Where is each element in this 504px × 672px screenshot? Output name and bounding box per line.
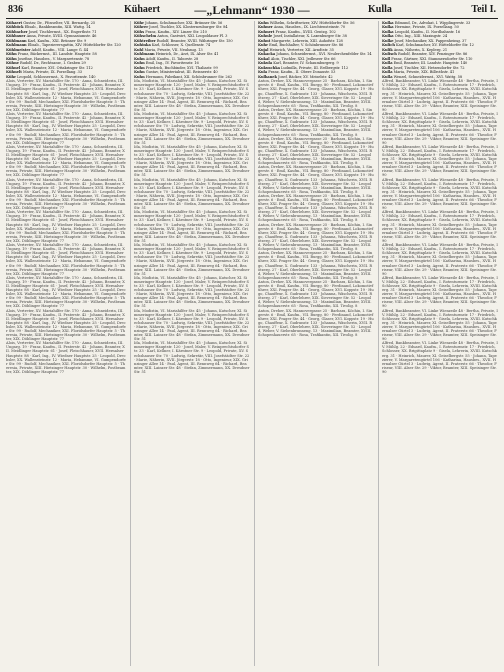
entry-details: Ludmilla, Private, III. Erdbergstr. 112 xyxy=(281,65,349,70)
entry-surname: Kulla xyxy=(382,61,393,66)
entry-surname: Kühs xyxy=(134,29,145,34)
directory-text-block: Ida, Modistin, VI. Mariahilfer Str. 45 · Johann, Kutscher, XI. Simmeringer Hauptstr. 120 · Josef, Maler, V. Reinprechtsdorfer Str. 33 · Karl, Kellner, I. Kärntner Str. 9 · Leopold, Private, XV. Sechshauser Str. 70 · Ludwig, Sekretär, VIII. Josefstädter Str. 22 · Marie, Näherin, XVII. Jörgerstr. 18 · Otto, Ingenieur, XIX. Grinzinger Allee 14 · Paul, Agent, III. Rennweg 64 · Richard, Beamter, XIII. Lainzer Str. 48 · Stefan, Zimmermann, XX. Dresdner Str. 51 xyxy=(134,177,250,211)
directory-entry xyxy=(258,57,374,61)
entry-surname: Kuhn xyxy=(134,74,145,79)
entry-surname: Kühbauer xyxy=(6,34,26,39)
entry-surname: Kulla xyxy=(382,74,393,79)
directory-text-block: Ida, Modistin, VI. Mariahilfer Str. 45 · Johann, Kutscher, XI. Simmeringer Hauptstr. 120 · Josef, Maler, V. Reinprechtsdorfer Str. 33 · Karl, Kellner, I. Kärntner Str. 9 · Leopold, Private, XV. Sechshauser Str. 70 · Ludwig, Sekretär, VIII. Josefstädter Str. 22 · Marie, Näherin, XVII. Jörgerstr. 18 · Otto, Ingenieur, XIX. Grinzinger Allee 14 · Paul, Agent, III. Rennweg 64 · Richard, Beamter, XIII. Lainzer Str. 48 · Stefan, Zimmermann, XX. Dresdner Str. 51 xyxy=(134,341,250,374)
directory-text-block: Alfred, Bankbeamter, VI. Linke Wienzeile 48 · Bertha, Private, IV. Mühlg. 22 · Eduard, Kaufm., I. Rotenturmstr. 17 · Friedrich, Schlosser, XX. Brigittaplatz 9 · Gisela, Lehrerin, XVIII. Kutschkerg. 31 · Heinrich, Maurer, XI. Geiselbergstr. 55 · Johann, Tapezierer, V. Margaretengürtel 106 · Katharina, Hausbes., XVII. Hernalser Gürtel 3 · Ludwig, Agent, II. Praterstr. 66 · Theodor, Friseur, VIII. Alser Str. 29 · Viktor, Beamter, XIII. Speisinger Str. 90 xyxy=(382,275,498,309)
directory-text-block: Alois, Vertreter, XV. Mariahilfer Str. 170 · Anna, Schneiderin, III. Ungarg. 19 · Franz, Kaufm., II. Praterstr. 42 · Johann, Beamter, XII. Meidlinger Hauptstr. 61 · Josef, Fleischhauer, XVII. Hernalser Hauptstr. 88 · Karl, Ing., IV. Wiedner Hauptstr. 25 · Leopold, Drechsler, XX. Wallensteinstr. 12 · Maria, Hebamme, VI. Gumpendorfer Str. 99 · Rudolf, Mechaniker, XXI. Floridsdorfer Hauptstr. 5 · Theresia, Private, XIII. Hietzinger Hauptstr. 30 · Wilhelm, Postbeamter, XIX. Döblinger Hauptstr. 77 xyxy=(6,144,126,178)
directory-text-block: Anton, Dreher, XX. Hannovergasse 25 · Barbara, Köchin, I. Singerstr. 6 · Emil, Kaufm., VII. Burgg. 80 · Ferdinand, Lokomotivführer, XXI. Prager Str. 44 · Georg, Glaser, XVI. Koppstr. 19 · Hugo, Chauffeur, X. Gudrunstr. 133 · Johanna, Wäscherin, XVII. Rötzerg. 27 · Karl, Oberlehrer, XIX. Sieveringer Str. 52 · Leopold, Weber, V. Siebenbrunneng. 13 · Maximilian, Beamter, XVIII. Schopenhauerstr. 65 · Rosa, Trafikantin, XII. Tivolig. 8 xyxy=(258,136,374,166)
entry-details: Rudolf, Dr., Rechtsanw., I. Graben 29 xyxy=(20,61,86,66)
directory-entry xyxy=(6,21,126,25)
entry-surname: Kuhn xyxy=(134,61,145,66)
directory-entry xyxy=(382,61,498,65)
volume-label: Teil I. xyxy=(471,4,496,15)
entry-details: Emil, Ing., IV. Favoritenstr. 16 xyxy=(145,61,199,66)
directory-entry xyxy=(134,43,250,47)
entry-surname: Kulka xyxy=(382,29,394,34)
entry-surname: Kulisch xyxy=(382,52,397,57)
directory-entry xyxy=(258,30,374,34)
header-rule xyxy=(6,18,498,19)
entry-surname: Kulka xyxy=(382,21,394,25)
directory-entry xyxy=(6,61,126,65)
entry-details: Karl, Schuhmacher, XV. Hütteldorfer Str. 12 xyxy=(395,43,474,48)
entry-details: Karl, Schlosser, X. Quellenstr. 74 xyxy=(151,43,211,48)
directory-entry xyxy=(258,70,374,74)
directory-entry xyxy=(258,39,374,43)
directory-text-block: Ida, Modistin, VI. Mariahilfer Str. 45 · Johann, Kutscher, XI. Simmeringer Hauptstr. 120 · Josef, Maler, V. Reinprechtsdorfer Str. 33 · Karl, Kellner, I. Kärntner Str. 9 · Leopold, Private, XV. Sechshauser Str. 70 · Ludwig, Sekretär, VIII. Josefstädter Str. 22 · Marie, Näherin, XVII. Jörgerstr. 18 · Otto, Ingenieur, XIX. Grinzinger Allee 14 · Paul, Agent, III. Rennweg 64 · Richard, Beamter, XIII. Lainzer Str. 48 · Stefan, Zimmermann, XX. Dresdner Str. 51 xyxy=(134,144,250,178)
directory-text-block: Alfred, Bankbeamter, VI. Linke Wienzeile 48 · Bertha, Private, IV. Mühlg. 22 · Eduard, Kaufm., I. Rotenturmstr. 17 · Friedrich, Schlosser, XX. Brigittaplatz 9 · Gisela, Lehrerin, XVIII. Kutschkerg. 31 · Heinrich, Maurer, XI. Geiselbergstr. 55 · Johann, Tapezierer, V. Margaretengürtel 106 · Katharina, Hausbes., XVII. Hernalser Gürtel 3 · Ludwig, Agent, II. Praterstr. 66 · Theodor, Friseur, VIII. Alser Str. 29 · Viktor, Beamter, XIII. Speisinger Str. 90 xyxy=(382,79,498,112)
directory-entry xyxy=(382,34,498,38)
directory-entry xyxy=(6,30,126,34)
directory-text-block: Anton, Dreher, XX. Hannovergasse 25 · Barbara, Köchin, I. Singerstr. 6 · Emil, Kaufm., VII. Burgg. 80 · Ferdinand, Lokomotivführer, XXI. Prager Str. 44 · Georg, Glaser, XVI. Koppstr. 19 · Hugo, Chauffeur, X. Gudrunstr. 133 · Johanna, Wäscherin, XVII. Rötzerg. 27 · Karl, Oberlehrer, XIX. Sieveringer Str. 52 · Leopold, Weber, V. Siebenbrunneng. 13 · Maximilian, Beamter, XVIII. Schopenhauerstr. 65 · Rosa, Trafikantin, XII. Tivolig. 8 xyxy=(258,165,374,194)
directory-entry xyxy=(134,39,250,43)
column-2 xyxy=(130,21,250,666)
entry-surname: Kühtreiber xyxy=(134,38,156,43)
directory-entry xyxy=(6,75,126,79)
directory-entry xyxy=(134,34,250,38)
entry-details: Johann, Schuhmacher, XXI. Brünner Str. 56 xyxy=(145,21,223,25)
left-running-head: Kühaert xyxy=(124,4,161,15)
entry-surname: Kulla xyxy=(382,65,393,70)
entry-details: Otto, Ing., XIII. Maxingstr. 24 xyxy=(394,34,448,39)
entry-details: Josef, Installateur, X. Laxenburger Str. 38 xyxy=(273,34,347,39)
entry-surname: Kuhner xyxy=(258,25,273,30)
directory-text-block: Alois, Vertreter, XV. Mariahilfer Str. 170 · Anna, Schneiderin, III. Ungarg. 19 · Franz, Kaufm., II. Praterstr. 42 · Johann, Beamter, XII. Meidlinger Hauptstr. 61 · Josef, Fleischhauer, XVII. Hernalser Hauptstr. 88 · Karl, Ing., IV. Wiedner Hauptstr. 25 · Leopold, Drechsler, XX. Wallensteinstr. 12 · Maria, Hebamme, VI. Gumpendorfer Str. 99 · Rudolf, Mechaniker, XXI. Floridsdorfer Hauptstr. 5 · Theresia, Private, XIII. Hietzinger Hauptstr. 30 · Wilhelm, Postbeamter, XIX. Döblinger Hauptstr. 77 xyxy=(6,341,126,374)
entry-details: Gustav, Dr., Pfosselter, VII. Bernardg. 25 xyxy=(23,21,96,25)
entry-surname: Kulhanek xyxy=(258,74,277,79)
entry-details: Wenzel, Schneidermst., XVI. Wattg. 58 xyxy=(393,74,463,79)
directory-entry xyxy=(134,66,250,70)
entry-surname: Kühnelt xyxy=(6,70,22,75)
directory-entry xyxy=(382,39,498,43)
entry-details: Emil, Buchhalter, V. Schönbrunner Str. 86 xyxy=(269,43,344,48)
directory-entry xyxy=(6,57,126,61)
directory-entry xyxy=(6,52,126,56)
entry-details: Heinrich, Vertreter, XII. Arndtstr. 35 xyxy=(269,47,334,52)
entry-surname: Kulka xyxy=(382,25,394,30)
directory-entry xyxy=(258,21,374,25)
directory-entry xyxy=(6,48,126,52)
entry-details: Leopold, Kaufm., II. Nordbahnstr. 16 xyxy=(394,29,461,34)
directory-text-block: Alfred, Bankbeamter, VI. Linke Wienzeile 48 · Bertha, Private, IV. Mühlg. 22 · Eduard, Kaufm., I. Rotenturmstr. 17 · Friedrich, Schlosser, XX. Brigittaplatz 9 · Gisela, Lehrerin, XVIII. Kutschkerg. 31 · Heinrich, Maurer, XI. Geiselbergstr. 55 · Johann, Tapezierer, V. Margaretengürtel 106 · Katharina, Hausbes., XVII. Hernalser Gürtel 3 · Ludwig, Agent, II. Praterstr. 66 · Theodor, Friseur, VIII. Alser Str. 29 · Viktor, Beamter, XIII. Speisinger Str. 90 xyxy=(382,144,498,178)
directory-entry xyxy=(134,52,250,56)
entry-surname: Kuhn xyxy=(134,65,145,70)
directory-entry xyxy=(382,52,498,56)
directory-text-block: Alfred, Bankbeamter, VI. Linke Wienzeile 48 · Bertha, Private, IV. Mühlg. 22 · Eduard, Kaufm., I. Rotenturmstr. 17 · Friedrich, Schlosser, XX. Brigittaplatz 9 · Gisela, Lehrerin, XVIII. Kutschkerg. 31 · Heinrich, Maurer, XI. Geiselbergstr. 55 · Johann, Tapezierer, V. Margaretengürtel 106 · Katharina, Hausbes., XVII. Hernalser Gürtel 3 · Ludwig, Agent, II. Praterstr. 66 · Theodor, Friseur, VIII. Alser Str. 29 · Viktor, Beamter, XIII. Speisinger Str. 90 xyxy=(382,243,498,276)
entry-details: Rudolf, Beamter, XVIII. Währinger Str. 150 xyxy=(156,38,233,43)
entry-details: Karl, Beamter, XVI. Ottakringer Str. 112 xyxy=(21,65,93,70)
entry-surname: Kühbacher xyxy=(6,29,28,34)
entry-details: Karl, Kaufm., XXI. Brünner Str. 9 xyxy=(27,38,87,43)
entry-details: Adolf, Kaufm., VIII. Lange G. 44 xyxy=(31,47,89,52)
entry-details: Heinrich, Dr., Arzt, IX. Alser Str. 41 xyxy=(155,52,219,57)
entry-details: Leopold, Schlossermst., X. Favoritenstr. 140 xyxy=(17,74,96,79)
directory-text-block: Anton, Dreher, XX. Hannovergasse 25 · Barbara, Köchin, I. Singerstr. 6 · Emil, Kaufm., VII. Burgg. 80 · Ferdinand, Lokomotivführer, XXI. Prager Str. 44 · Georg, Glaser, XVI. Koppstr. 19 · Hugo, Chauffeur, X. Gudrunstr. 133 · Johanna, Wäscherin, XVII. Rötzerg. 27 · Karl, Oberlehrer, XIX. Sieveringer Str. 52 · Leopold, Weber, V. Siebenbrunneng. 13 · Maximilian, Beamter, XVIII. Schopenhauerstr. 65 · Rosa, Trafikantin, XII. Tivolig. 8 xyxy=(258,79,374,108)
entry-details: Edmund, Dr., Advokat, I. Wipplingerstr. 33 xyxy=(394,21,471,25)
directory-entry xyxy=(258,66,374,70)
entry-details: Hermine, Private, IX. Porzellang. 50 xyxy=(394,25,459,30)
directory-entry xyxy=(6,43,126,47)
directory-entry xyxy=(258,43,374,47)
entry-surname: Kühböck xyxy=(6,25,24,30)
entry-details: Margarete, Lehrerin, XIII. Auhofstr. 128 xyxy=(271,38,343,43)
directory-text-block: Ida, Modistin, VI. Mariahilfer Str. 45 · Johann, Kutscher, XI. Simmeringer Hauptstr. 120 · Josef, Maler, V. Reinprechtsdorfer Str. 33 · Karl, Kellner, I. Kärntner Str. 9 · Leopold, Private, XV. Sechshauser Str. 70 · Ludwig, Sekretär, VIII. Josefstädter Str. 22 · Marie, Näherin, XVII. Jörgerstr. 18 · Otto, Ingenieur, XIX. Grinzinger Allee 14 · Paul, Agent, III. Rennweg 64 · Richard, Beamter, XIII. Lainzer Str. 48 · Stefan, Zimmermann, XX. Dresdner Str. 51 xyxy=(134,243,250,276)
directory-text-block: Anton, Dreher, XX. Hannovergasse 25 · Barbara, Köchin, I. Singerstr. 6 · Emil, Kaufm., VII. Burgg. 80 · Ferdinand, Lokomotivführer, XXI. Prager Str. 44 · Georg, Glaser, XVI. Koppstr. 19 · Hugo, Chauffeur, X. Gudrunstr. 133 · Johanna, Wäscherin, XVII. Rötzerg. 27 · Karl, Oberlehrer, XIX. Sieveringer Str. 52 · Leopold, Weber, V. Siebenbrunneng. 13 · Maximilian, Beamter, XVIII. Schopenhauerstr. 65 · Rosa, Trafikantin, XII. Tivolig. 8 xyxy=(258,279,374,309)
entry-surname: Kühlmann xyxy=(6,38,27,43)
entry-details: Franz, Gärtner, XXI. Stammersdorfer Str. 110 xyxy=(391,56,473,61)
publication-title: —„Lehmann“ 1930 — xyxy=(194,3,310,17)
entry-details: Franz, Kaufm., XVIII. Gentzg. 102 xyxy=(275,29,336,34)
entry-surname: Kuhlmann xyxy=(6,43,27,48)
entry-surname: Kühr xyxy=(6,74,16,79)
entry-details: Anna, Private, XVIII. Gymnasiumstr. 46 xyxy=(26,34,97,39)
entry-details: Anna, Hausbes., IX. Liechtensteinstr. 70 xyxy=(273,25,346,30)
directory-entry xyxy=(6,70,126,74)
directory-text-block: Alois, Vertreter, XV. Mariahilfer Str. 170 · Anna, Schneiderin, III. Ungarg. 19 · Franz, Kaufm., II. Praterstr. 42 · Johann, Beamter, XII. Meidlinger Hauptstr. 61 · Josef, Fleischhauer, XVII. Hernalser Hauptstr. 88 · Karl, Ing., IV. Wiedner Hauptstr. 25 · Leopold, Drechsler, XX. Wallensteinstr. 12 · Maria, Hebamme, VI. Gumpendorfer Str. 99 · Rudolf, Mechaniker, XXI. Floridsdorfer Hauptstr. 5 · Theresia, Private, XIII. Hietzinger Hauptstr. 30 · Wilhelm, Postbeamter, XIX. Döblinger Hauptstr. 77 xyxy=(6,243,126,276)
entry-surname: Kulich xyxy=(382,43,395,48)
entry-surname: Kukuschka xyxy=(258,65,280,70)
directory-text-block: Ida, Modistin, VI. Mariahilfer Str. 45 · Johann, Kutscher, XI. Simmeringer Hauptstr. 120 · Josef, Maler, V. Reinprechtsdorfer Str. 33 · Karl, Kellner, I. Kärntner Str. 9 · Leopold, Private, XV. Sechshauser Str. 70 · Ludwig, Sekretär, VIII. Josefstädter Str. 22 · Marie, Näherin, XVII. Jörgerstr. 18 · Otto, Ingenieur, XIX. Grinzinger Allee 14 · Paul, Agent, III. Rennweg 64 · Richard, Beamter, XIII. Lainzer Str. 48 · Stefan, Zimmermann, XX. Dresdner Str. 51 xyxy=(134,275,250,309)
entry-details: Josefine, Hausbes., V. Margaretenstr. 78 xyxy=(17,56,90,61)
directory-text-block: Alois, Vertreter, XV. Mariahilfer Str. 170 · Anna, Schneiderin, III. Ungarg. 19 · Franz, Kaufm., II. Praterstr. 42 · Johann, Beamter, XII. Meidlinger Hauptstr. 61 · Josef, Fleischhauer, XVII. Hernalser Hauptstr. 88 · Karl, Ing., IV. Wiedner Hauptstr. 25 · Leopold, Drechsler, XX. Wallensteinstr. 12 · Maria, Hebamme, VI. Gumpendorfer Str. 99 · Rudolf, Mechaniker, XXI. Floridsdorfer Hauptstr. 5 · Theresia, Private, XIII. Hietzinger Hauptstr. 30 · Wilhelm, Postbeamter, XIX. Döblinger Hauptstr. 77 xyxy=(6,275,126,309)
entry-details: Franz, Kaufm., XIV. Linzer Str. 210 xyxy=(145,29,207,34)
entry-details: Maria, Private, IX. Porzellang. 33 xyxy=(22,70,83,75)
right-running-head: Kulla xyxy=(368,4,392,15)
page-header xyxy=(6,4,498,18)
directory-text-block: Alfred, Bankbeamter, VI. Linke Wienzeile 48 · Bertha, Private, IV. Mühlg. 22 · Eduard, Kaufm., I. Rotenturmstr. 17 · Friedrich, Schlosser, XX. Brigittaplatz 9 · Gisela, Lehrerin, XVIII. Kutschkerg. 31 · Heinrich, Maurer, XI. Geiselbergstr. 55 · Johann, Tapezierer, V. Margaretengürtel 106 · Katharina, Hausbes., XVII. Hernalser Gürtel 3 · Ludwig, Agent, II. Praterstr. 66 · Theodor, Friseur, VIII. Alser Str. 29 · Viktor, Beamter, XIII. Speisinger Str. 90 xyxy=(382,112,498,145)
directory-entry xyxy=(6,25,126,29)
entry-surname: Kuhn xyxy=(134,56,145,61)
entry-surname: Kuhr xyxy=(258,43,268,48)
directory-text-block: Alois, Vertreter, XV. Mariahilfer Str. 170 · Anna, Schneiderin, III. Ungarg. 19 · Franz, Kaufm., II. Praterstr. 42 · Johann, Beamter, XII. Meidlinger Hauptstr. 61 · Josef, Fleischhauer, XVII. Hernalser Hauptstr. 88 · Karl, Ing., IV. Wiedner Hauptstr. 25 · Leopold, Drechsler, XX. Wallensteinstr. 12 · Maria, Hebamme, VI. Gumpendorfer Str. 99 · Rudolf, Mechaniker, XXI. Floridsdorfer Hauptstr. 5 · Theresia, Private, XIII. Hietzinger Hauptstr. 30 · Wilhelm, Postbeamter, XIX. Döblinger Hauptstr. 77 xyxy=(6,112,126,145)
entry-details: Franz, Bäckermst., III. Landstr. Hauptstr. 58 xyxy=(17,52,97,57)
entry-details: Adolf, Kaufm., II. Taborstr. 28 xyxy=(145,56,199,61)
directory-entry xyxy=(134,25,250,29)
directory-columns xyxy=(6,21,498,666)
directory-entry xyxy=(382,43,498,47)
entry-surname: Kull xyxy=(382,56,391,61)
directory-text-block: Ida, Modistin, VI. Mariahilfer Str. 45 · Johann, Kutscher, XI. Simmeringer Hauptstr. 120 · Josef, Maler, V. Reinprechtsdorfer Str. 33 · Karl, Kellner, I. Kärntner Str. 9 · Leopold, Private, XV. Sechshauser Str. 70 · Ludwig, Sekretär, VIII. Josefstädter Str. 22 · Marie, Näherin, XVII. Jörgerstr. 18 · Otto, Ingenieur, XIX. Grinzinger Allee 14 · Paul, Agent, III. Rennweg 64 · Richard, Beamter, XIII. Lainzer Str. 48 · Stefan, Zimmermann, XX. Dresdner Str. 51 xyxy=(134,112,250,145)
entry-details: Hermann, Fabrikant, XII. Schönbrunner Str. 262 xyxy=(145,74,233,79)
directory-page xyxy=(6,4,498,668)
directory-text-block: Alois, Vertreter, XV. Mariahilfer Str. 170 · Anna, Schneiderin, III. Ungarg. 19 · Franz, Kaufm., II. Praterstr. 42 · Johann, Beamter, XII. Meidlinger Hauptstr. 61 · Josef, Fleischhauer, XVII. Hernalser Hauptstr. 88 · Karl, Ing., IV. Wiedner Hauptstr. 25 · Leopold, Drechsler, XX. Wallensteinstr. 12 · Maria, Hebamme, VI. Gumpendorfer Str. 99 · Rudolf, Mechaniker, XXI. Floridsdorfer Hauptstr. 5 · Theresia, Private, XIII. Hietzinger Hauptstr. 30 · Wilhelm, Postbeamter, XIX. Döblinger Hauptstr. 77 xyxy=(6,308,126,342)
directory-text-block: Anton, Dreher, XX. Hannovergasse 25 · Barbara, Köchin, I. Singerstr. 6 · Emil, Kaufm., VII. Burgg. 80 · Ferdinand, Lokomotivführer, XXI. Prager Str. 44 · Georg, Glaser, XVI. Koppstr. 19 · Hugo, Chauffeur, X. Gudrunstr. 133 · Johanna, Wäscherin, XVII. Rötzerg. 27 · Karl, Oberlehrer, XIX. Sieveringer Str. 52 · Leopold, Weber, V. Siebenbrunneng. 13 · Maximilian, Beamter, XVIII. Schopenhauerstr. 65 · Rosa, Trafikantin, XII. Tivolig. 8 xyxy=(258,251,374,280)
directory-entry xyxy=(258,34,374,38)
entry-details: Rudolf, Beamter, XIV. Penzinger Str. 86 xyxy=(397,52,468,57)
entry-details: Josef, Mechaniker, XX. Pappenheimg. 37 xyxy=(394,38,467,43)
entry-surname: Kühr xyxy=(134,21,144,25)
entry-surname: Kulka xyxy=(382,34,394,39)
entry-details: Maria, Private, VII. Neubaug. 13 xyxy=(144,47,203,52)
directory-entry xyxy=(382,30,498,34)
entry-details: Gustav, Ministerialrat, III. Reisnerstr. 40 xyxy=(145,70,218,75)
entry-surname: Kulke xyxy=(382,38,394,43)
entry-surname: Kuhnt xyxy=(258,38,271,43)
entry-details: Josef, Tischler, XII. Hetzendorfer Str. 72 xyxy=(393,65,465,70)
directory-entry xyxy=(6,39,126,43)
entry-surname: Kühlmeister xyxy=(6,47,31,52)
directory-entry xyxy=(258,75,374,79)
directory-entry xyxy=(382,57,498,61)
directory-text-block: Alois, Vertreter, XV. Mariahilfer Str. 170 · Anna, Schneiderin, III. Ungarg. 19 · Franz, Kaufm., II. Praterstr. 42 · Johann, Beamter, XII. Meidlinger Hauptstr. 61 · Josef, Fleischhauer, XVII. Hernalser Hauptstr. 88 · Karl, Ing., IV. Wiedner Hauptstr. 25 · Leopold, Drechsler, XX. Wallensteinstr. 12 · Maria, Hebamme, VI. Gumpendorfer Str. 99 · Rudolf, Mechaniker, XXI. Floridsdorfer Hauptstr. 5 · Theresia, Private, XIII. Hietzinger Hauptstr. 30 · Wilhelm, Postbeamter, XIX. Döblinger Hauptstr. 77 xyxy=(6,79,126,112)
entry-details: Elisab., Tapezierersgattin, XIV. Hütteldorfer Str. 120 xyxy=(27,43,121,48)
entry-surname: Kuhl xyxy=(134,47,144,52)
entry-surname: Kukula xyxy=(258,61,273,66)
directory-entry xyxy=(134,61,250,65)
entry-surname: Kulla xyxy=(382,70,393,75)
entry-details: Elisab., Bankbeamtin, XIII. Wattg. 14 xyxy=(24,25,91,30)
entry-surname: Kuhn xyxy=(134,70,145,75)
entry-surname: Kührer xyxy=(134,25,149,30)
directory-entry xyxy=(382,70,498,74)
entry-details: Josef, Tischlermst., XX. Engerthstr. 71 xyxy=(28,29,97,34)
directory-text-block: Alfred, Bankbeamter, VI. Linke Wienzeile 48 · Bertha, Private, IV. Mühlg. 22 · Eduard, Kaufm., I. Rotenturmstr. 17 · Friedrich, Schlosser, XX. Brigittaplatz 9 · Gisela, Lehrerin, XVIII. Kutschkerg. 31 · Heinrich, Maurer, XI. Geiselbergstr. 55 · Johann, Tapezierer, V. Margaretengürtel 106 · Katharina, Hausbes., XVII. Hernalser Gürtel 3 · Ludwig, Agent, II. Praterstr. 66 · Theodor, Friseur, VIII. Alser Str. 29 · Viktor, Beamter, XIII. Speisinger Str. 90 xyxy=(382,341,498,374)
directory-text-block: Ida, Modistin, VI. Mariahilfer Str. 45 · Johann, Kutscher, XI. Simmeringer Hauptstr. 120 · Josef, Maler, V. Reinprechtsdorfer Str. 33 · Karl, Kellner, I. Kärntner Str. 9 · Leopold, Private, XV. Sechshauser Str. 70 · Ludwig, Sekretär, VIII. Josefstädter Str. 22 · Marie, Näherin, XVII. Jörgerstr. 18 · Otto, Ingenieur, XIX. Grinzinger Allee 14 · Paul, Agent, III. Rennweg 64 · Richard, Beamter, XIII. Lainzer Str. 48 · Stefan, Zimmermann, XX. Dresdner Str. 51 xyxy=(134,79,250,112)
entry-details: Karl, Beamter, IV. Schaumburgerg. 9 xyxy=(273,61,339,66)
directory-entry xyxy=(382,25,498,29)
entry-details: Franz, Kaufm., II. Obere Donaustr. 53 xyxy=(268,70,336,75)
entry-details: Emil, Beamter, III. Landstr. Hauptstr. 140 xyxy=(393,61,468,66)
directory-text-block: Anton, Dreher, XX. Hannovergasse 25 · Barbara, Köchin, I. Singerstr. 6 · Emil, Kaufm., VII. Burgg. 80 · Ferdinand, Lokomotivführer, XXI. Prager Str. 44 · Georg, Glaser, XVI. Koppstr. 19 · Hugo, Chauffeur, X. Gudrunstr. 133 · Johanna, Wäscherin, XVII. Rötzerg. 27 · Karl, Oberlehrer, XIX. Sieveringer Str. 52 · Leopold, Weber, V. Siebenbrunneng. 13 · Maximilian, Beamter, XVIII. Schopenhauerstr. 65 · Rosa, Trafikantin, XII. Tivolig. 8 xyxy=(258,193,374,223)
directory-entry xyxy=(382,21,498,25)
directory-entry xyxy=(134,30,250,34)
directory-text-block: Anton, Dreher, XX. Hannovergasse 25 · Barbara, Köchin, I. Singerstr. 6 · Emil, Kaufm., VII. Burgg. 80 · Ferdinand, Lokomotivführer, XXI. Prager Str. 44 · Georg, Glaser, XVI. Koppstr. 19 · Hugo, Chauffeur, X. Gudrunstr. 133 · Johanna, Wäscherin, XVII. Rötzerg. 27 · Karl, Oberlehrer, XIX. Sieveringer Str. 52 · Leopold, Weber, V. Siebenbrunneng. 13 · Maximilian, Beamter, XVIII. Schopenhauerstr. 65 · Rosa, Trafikantin, XII. Tivolig. 8 xyxy=(258,308,374,338)
entry-details: Josef, Bäcker, XV. Meiselstr. 42 xyxy=(278,74,333,79)
entry-details: Wilhelm, Schriftsetzer, XIV. Hütteldorfer Str. 56 xyxy=(269,21,355,25)
entry-details: Johann, Schneidermst., XVI. Neulerchenfelder Str. 14 xyxy=(276,52,372,57)
entry-surname: Kühne xyxy=(6,61,19,66)
directory-text-block: Ida, Modistin, VI. Mariahilfer Str. 45 · Johann, Kutscher, XI. Simmeringer Hauptstr. 120 · Josef, Maler, V. Reinprechtsdorfer Str. 33 · Karl, Kellner, I. Kärntner Str. 9 · Leopold, Private, XV. Sechshauser Str. 70 · Ludwig, Sekretär, VIII. Josefstädter Str. 22 · Marie, Näherin, XVII. Jörgerstr. 18 · Otto, Ingenieur, XIX. Grinzinger Allee 14 · Paul, Agent, III. Rennweg 64 · Richard, Beamter, XIII. Lainzer Str. 48 · Stefan, Zimmermann, XX. Dresdner Str. 51 xyxy=(134,210,250,243)
entry-details: Anton, Gastwirt, XXI. Leopoldauer Pl. 3 xyxy=(157,34,228,39)
page-number: 836 xyxy=(8,4,23,15)
entry-surname: Kula xyxy=(258,70,268,75)
entry-surname: Kühaert xyxy=(6,21,23,25)
directory-text-block: Alois, Vertreter, XV. Mariahilfer Str. 170 · Anna, Schneiderin, III. Ungarg. 19 · Franz, Kaufm., II. Praterstr. 42 · Johann, Beamter, XII. Meidlinger Hauptstr. 61 · Josef, Fleischhauer, XVII. Hernalser Hauptstr. 88 · Karl, Ing., IV. Wiedner Hauptstr. 25 · Leopold, Drechsler, XX. Wallensteinstr. 12 · Maria, Hebamme, VI. Gumpendorfer Str. 99 · Rudolf, Mechaniker, XXI. Floridsdorfer Hauptstr. 5 · Theresia, Private, XIII. Hietzinger Hauptstr. 30 · Wilhelm, Postbeamter, XIX. Döblinger Hauptstr. 77 xyxy=(6,210,126,243)
entry-surname: Kukal xyxy=(258,56,270,61)
directory-entry xyxy=(382,75,498,79)
entry-details: Maria, Private, XIX. Billrothstr. 41 xyxy=(393,70,455,75)
directory-entry xyxy=(134,48,250,52)
directory-entry xyxy=(134,57,250,61)
directory-entry xyxy=(6,34,126,38)
entry-surname: Kuhinka xyxy=(134,43,151,48)
entry-surname: Kulik xyxy=(382,47,393,52)
entry-surname: Kühn xyxy=(6,52,17,57)
directory-text-block: Ida, Modistin, VI. Mariahilfer Str. 45 · Johann, Kutscher, XI. Simmeringer Hauptstr. 120 · Josef, Maler, V. Reinprechtsdorfer Str. 33 · Karl, Kellner, I. Kärntner Str. 9 · Leopold, Private, XV. Sechshauser Str. 70 · Ludwig, Sekretär, VIII. Josefstädter Str. 22 · Marie, Näherin, XVII. Jörgerstr. 18 · Otto, Ingenieur, XIX. Grinzinger Allee 14 · Paul, Agent, III. Rennweg 64 · Richard, Beamter, XIII. Lainzer Str. 48 · Stefan, Zimmermann, XX. Dresdner Str. 51 xyxy=(134,308,250,342)
entry-details: Josef, Tischler, XX. Klosterneuburger Str. 84 xyxy=(149,25,228,30)
entry-surname: Kuhnert xyxy=(258,29,275,34)
entry-surname: Kühn xyxy=(6,56,17,61)
entry-surname: Kuhnle xyxy=(258,34,273,39)
directory-entry xyxy=(382,66,498,70)
directory-text-block: Alfred, Bankbeamter, VI. Linke Wienzeile 48 · Bertha, Private, IV. Mühlg. 22 · Eduard, Kaufm., I. Rotenturmstr. 17 · Friedrich, Schlosser, XX. Brigittaplatz 9 · Gisela, Lehrerin, XVIII. Kutschkerg. 31 · Heinrich, Maurer, XI. Geiselbergstr. 55 · Johann, Tapezierer, V. Margaretengürtel 106 · Katharina, Hausbes., XVII. Hernalser Gürtel 3 · Ludwig, Agent, II. Praterstr. 66 · Theodor, Friseur, VIII. Alser Str. 29 · Viktor, Beamter, XIII. Speisinger Str. 90 xyxy=(382,308,498,342)
directory-entry xyxy=(134,70,250,74)
entry-surname: Kühnel xyxy=(6,65,21,70)
directory-entry xyxy=(258,25,374,29)
entry-details: Friedrich, Buchbinder, XVI. Thaliastr. 99 xyxy=(145,65,218,70)
column-4 xyxy=(378,21,498,666)
directory-text-block: Alfred, Bankbeamter, VI. Linke Wienzeile 48 · Bertha, Private, IV. Mühlg. 22 · Eduard, Kaufm., I. Rotenturmstr. 17 · Friedrich, Schlosser, XX. Brigittaplatz 9 · Gisela, Lehrerin, XVIII. Kutschkerg. 31 · Heinrich, Maurer, XI. Geiselbergstr. 55 · Johann, Tapezierer, V. Margaretengürtel 106 · Katharina, Hausbes., XVII. Hernalser Gürtel 3 · Ludwig, Agent, II. Praterstr. 66 · Theodor, Friseur, VIII. Alser Str. 29 · Viktor, Beamter, XIII. Speisinger Str. 90 xyxy=(382,177,498,211)
directory-text-block: Anton, Dreher, XX. Hannovergasse 25 · Barbara, Köchin, I. Singerstr. 6 · Emil, Kaufm., VII. Burgg. 80 · Ferdinand, Lokomotivführer, XXI. Prager Str. 44 · Georg, Glaser, XVI. Koppstr. 19 · Hugo, Chauffeur, X. Gudrunstr. 133 · Johanna, Wäscherin, XVII. Rötzerg. 27 · Karl, Oberlehrer, XIX. Sieveringer Str. 52 · Leopold, Weber, V. Siebenbrunneng. 13 · Maximilian, Beamter, XVIII. Schopenhauerstr. 65 · Rosa, Trafikantin, XII. Tivolig. 8 xyxy=(258,107,374,137)
entry-surname: Kühschelm xyxy=(134,34,157,39)
directory-entry xyxy=(382,48,498,52)
directory-text-block: Alois, Vertreter, XV. Mariahilfer Str. 170 · Anna, Schneiderin, III. Ungarg. 19 · Franz, Kaufm., II. Praterstr. 42 · Johann, Beamter, XII. Meidlinger Hauptstr. 61 · Josef, Fleischhauer, XVII. Hernalser Hauptstr. 88 · Karl, Ing., IV. Wiedner Hauptstr. 25 · Leopold, Drechsler, XX. Wallensteinstr. 12 · Maria, Hebamme, VI. Gumpendorfer Str. 99 · Rudolf, Mechaniker, XXI. Floridsdorfer Hauptstr. 5 · Theresia, Private, XIII. Hietzinger Hauptstr. 30 · Wilhelm, Postbeamter, XIX. Döblinger Hauptstr. 77 xyxy=(6,177,126,211)
entry-details: Alois, Tischler, XXI. Jedleseer Str. 66 xyxy=(270,56,336,61)
directory-entry xyxy=(134,75,250,79)
directory-entry xyxy=(258,52,374,56)
column-3 xyxy=(254,21,374,666)
entry-surname: Kuhn xyxy=(258,21,269,25)
entry-surname: Kujal xyxy=(258,47,269,52)
column-1 xyxy=(6,21,126,666)
directory-entry xyxy=(134,21,250,25)
directory-text-block: Anton, Dreher, XX. Hannovergasse 25 · Barbara, Köchin, I. Singerstr. 6 · Emil, Kaufm., VII. Burgg. 80 · Ferdinand, Lokomotivführer, XXI. Prager Str. 44 · Georg, Glaser, XVI. Koppstr. 19 · Hugo, Chauffeur, X. Gudrunstr. 133 · Johanna, Wäscherin, XVII. Rötzerg. 27 · Karl, Oberlehrer, XIX. Sieveringer Str. 52 · Leopold, Weber, V. Siebenbrunneng. 13 · Maximilian, Beamter, XVIII. Schopenhauerstr. 65 · Rosa, Trafikantin, XII. Tivolig. 8 xyxy=(258,222,374,252)
entry-details: Anna, Näherin, X. Keplerg. 21 xyxy=(393,47,448,52)
entry-surname: Kukacka xyxy=(258,52,276,57)
directory-text-block: Alfred, Bankbeamter, VI. Linke Wienzeile 48 · Bertha, Private, IV. Mühlg. 22 · Eduard, Kaufm., I. Rotenturmstr. 17 · Friedrich, Schlosser, XX. Brigittaplatz 9 · Gisela, Lehrerin, XVIII. Kutschkerg. 31 · Heinrich, Maurer, XI. Geiselbergstr. 55 · Johann, Tapezierer, V. Margaretengürtel 106 · Katharina, Hausbes., XVII. Hernalser Gürtel 3 · Ludwig, Agent, II. Praterstr. 66 · Theodor, Friseur, VIII. Alser Str. 29 · Viktor, Beamter, XIII. Speisinger Str. 90 xyxy=(382,210,498,243)
directory-entry xyxy=(258,48,374,52)
entry-surname: Kuhlmann xyxy=(134,52,155,57)
directory-entry xyxy=(258,61,374,65)
directory-entry xyxy=(6,66,126,70)
